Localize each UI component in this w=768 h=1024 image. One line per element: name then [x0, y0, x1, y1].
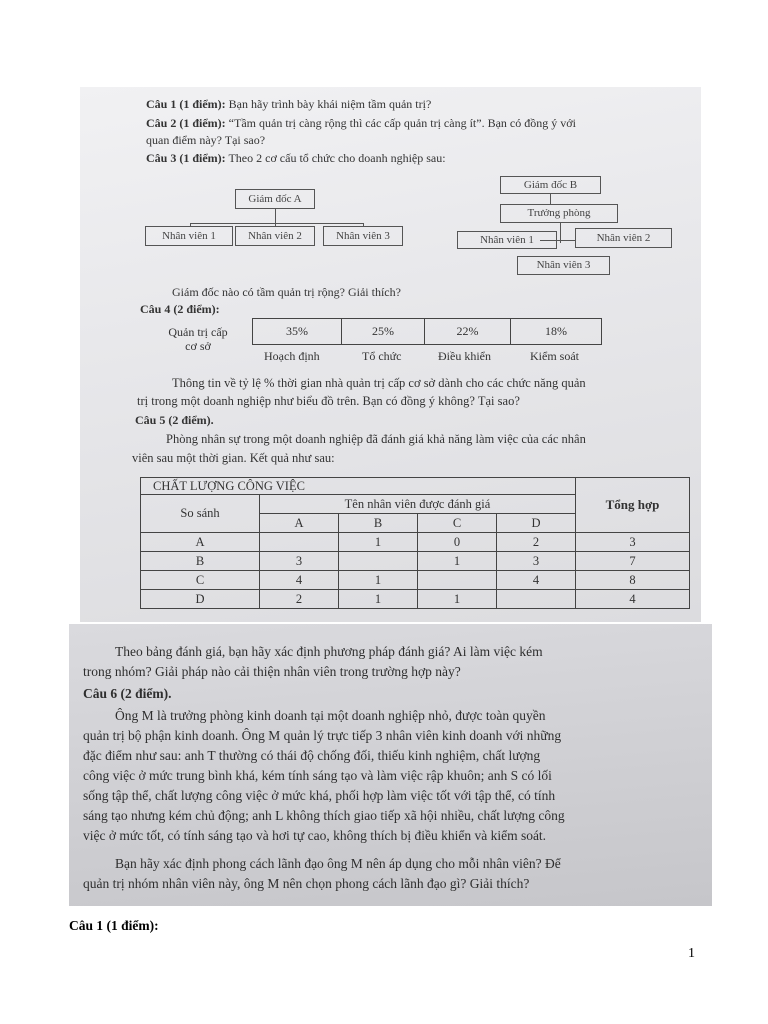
compare-header: So sánh [141, 495, 260, 533]
org-a-staff-box: Nhân viên 3 [323, 226, 403, 246]
column-header: B [339, 514, 418, 533]
table-row [141, 590, 690, 609]
exam-photo-page-1 [80, 87, 701, 622]
page2-line: công việc ở mức trung bình khá, kém tính sáng tạo và làm việc rập khuôn; anh S có lối [83, 768, 552, 783]
score-cell: 3 [260, 552, 339, 571]
org-b-manager-box: Trưởng phòng [500, 204, 618, 223]
page2-line: trong nhóm? Giải pháp nào cải thiện nhân viên trong trường hợp này? [83, 664, 461, 679]
evaluation-table-title: CHẤT LƯỢNG CÔNG VIỆC [141, 478, 576, 495]
question-5-label: Câu 5 (2 điểm). [135, 413, 214, 427]
page2-line: sáng tạo nhưng kém chủ động; anh L không thích giao tiếp xã hội nhiều, chất lượng công [83, 808, 565, 823]
org-b-director-box: Giám đốc B [500, 176, 601, 194]
score-cell: 0 [418, 533, 497, 552]
page2-line: Ông M là trưởng phòng kinh doanh tại một doanh nghiệp nhỏ, được toàn quyền [115, 708, 546, 723]
table-row [141, 571, 690, 590]
score-cell [497, 590, 576, 609]
answer-heading: Câu 1 (1 điểm): [69, 918, 159, 933]
score-cell: 1 [339, 571, 418, 590]
score-cell [260, 533, 339, 552]
org-b-staff-box: Nhân viên 2 [575, 228, 672, 248]
question-4-text: Thông tin về tỷ lệ % thời gian nhà quản trị cấp cơ sở dành cho các chức năng quản [172, 376, 586, 390]
score-cell [418, 571, 497, 590]
function-label: Hoạch định [264, 349, 320, 363]
column-header: C [418, 514, 497, 533]
table-row [141, 552, 690, 571]
column-header: D [497, 514, 576, 533]
score-cell: 1 [339, 590, 418, 609]
ratio-row-label-line2: cơ sở [185, 339, 211, 353]
exam-photo-page-2 [69, 624, 712, 906]
org-a-connector [275, 209, 276, 223]
question-5-text-cont: viên sau một thời gian. Kết quả như sau: [132, 451, 335, 465]
score-cell: 4 [497, 571, 576, 590]
row-name: C [141, 571, 260, 590]
page2-line: Theo bảng đánh giá, bạn hãy xác định phương pháp đánh giá? Ai làm việc kém [115, 644, 543, 659]
page2-line: quản trị nhóm nhân viên này, ông M nên chọn phong cách lãnh đạo gì? Giải thích? [83, 876, 530, 891]
total-cell: 8 [576, 571, 690, 590]
ratio-row-label-line1: Quản trị cấp [168, 325, 228, 339]
page2-line: việc ở mức tốt, có tính sáng tạo và hơi tự cao, không thích bị điều khiển và kiểm soát. [83, 828, 547, 843]
ratio-cell: 22% [425, 319, 511, 345]
score-cell: 4 [260, 571, 339, 590]
question-2-text-cont: quan điểm này? Tại sao? [146, 133, 266, 147]
evaluation-table [140, 477, 690, 609]
question-6-label: Câu 6 (2 điểm). [83, 686, 172, 701]
org-a-staff-box: Nhân viên 1 [145, 226, 233, 246]
org-a-staff-box: Nhân viên 2 [235, 226, 315, 246]
score-cell: 1 [418, 590, 497, 609]
function-label: Tổ chức [362, 349, 402, 363]
page2-line: sống tập thể, chất lượng công việc ở mức khá, phối hợp làm việc tốt với tập thể, có tính [83, 788, 556, 803]
org-b-staff-box: Nhân viên 1 [457, 231, 557, 249]
question-2 [146, 116, 576, 130]
score-cell: 1 [418, 552, 497, 571]
column-header: A [260, 514, 339, 533]
score-cell [339, 552, 418, 571]
total-cell: 3 [576, 533, 690, 552]
page2-line: quản trị bộ phận kinh doanh. Ông M quản lý trực tiếp 3 nhân viên kinh doanh với những [83, 728, 562, 743]
org-a-connector [190, 223, 364, 224]
row-name: D [141, 590, 260, 609]
page2-line: Bạn hãy xác định phong cách lãnh đạo ông M nên áp dụng cho mỗi nhân viên? Để [115, 856, 561, 871]
question-1-label: Câu 1 (1 điểm): [146, 97, 226, 111]
ratio-cell: 18% [511, 319, 602, 345]
question-4-text-cont: trị trong một doanh nghiệp như biểu đồ trên. Bạn có đồng ý không? Tại sao? [137, 394, 520, 408]
question-3-text: Theo 2 cơ cấu tổ chức cho doanh nghiệp sau: [228, 151, 446, 165]
total-header: Tổng hợp [576, 478, 690, 533]
page2-line: đặc điểm như sau: anh T thường có thái độ chống đối, thiếu kinh nghiệm, chất lượng [83, 748, 541, 763]
question-3-label: Câu 3 (1 điểm): [146, 151, 226, 165]
time-ratio-table [252, 318, 602, 345]
evaluated-staff-header: Tên nhân viên được đánh giá [260, 495, 576, 514]
question-2-text: “Tầm quản trị càng rộng thì các cấp quản trị càng ít”. Bạn có đồng ý với [228, 116, 576, 130]
org-a-director-box: Giám đốc A [235, 189, 315, 209]
ratio-cell: 35% [253, 319, 342, 345]
ratio-cell: 25% [342, 319, 425, 345]
score-cell: 2 [260, 590, 339, 609]
question-4-label: Câu 4 (2 điểm): [140, 302, 220, 316]
ratio-row-label [158, 325, 238, 353]
table-row [141, 533, 690, 552]
question-3-ask: Giám đốc nào có tầm quản trị rộng? Giải thích? [172, 285, 401, 299]
row-name: A [141, 533, 260, 552]
org-b-connector [550, 194, 551, 204]
score-cell: 1 [339, 533, 418, 552]
function-label: Điều khiển [438, 349, 491, 363]
total-cell: 4 [576, 590, 690, 609]
score-cell: 2 [497, 533, 576, 552]
question-1-text: Bạn hãy trình bày khái niệm tầm quản trị? [228, 97, 432, 111]
page-number: 1 [688, 946, 695, 961]
question-1 [146, 97, 431, 111]
score-cell: 3 [497, 552, 576, 571]
question-3 [146, 151, 446, 165]
row-name: B [141, 552, 260, 571]
org-b-staff-box: Nhân viên 3 [517, 256, 610, 275]
function-label: Kiểm soát [530, 349, 579, 363]
total-cell: 7 [576, 552, 690, 571]
question-2-label: Câu 2 (1 điểm): [146, 116, 226, 130]
question-5-text: Phòng nhân sự trong một doanh nghiệp đã đánh giá khả năng làm việc của các nhân [166, 432, 586, 446]
